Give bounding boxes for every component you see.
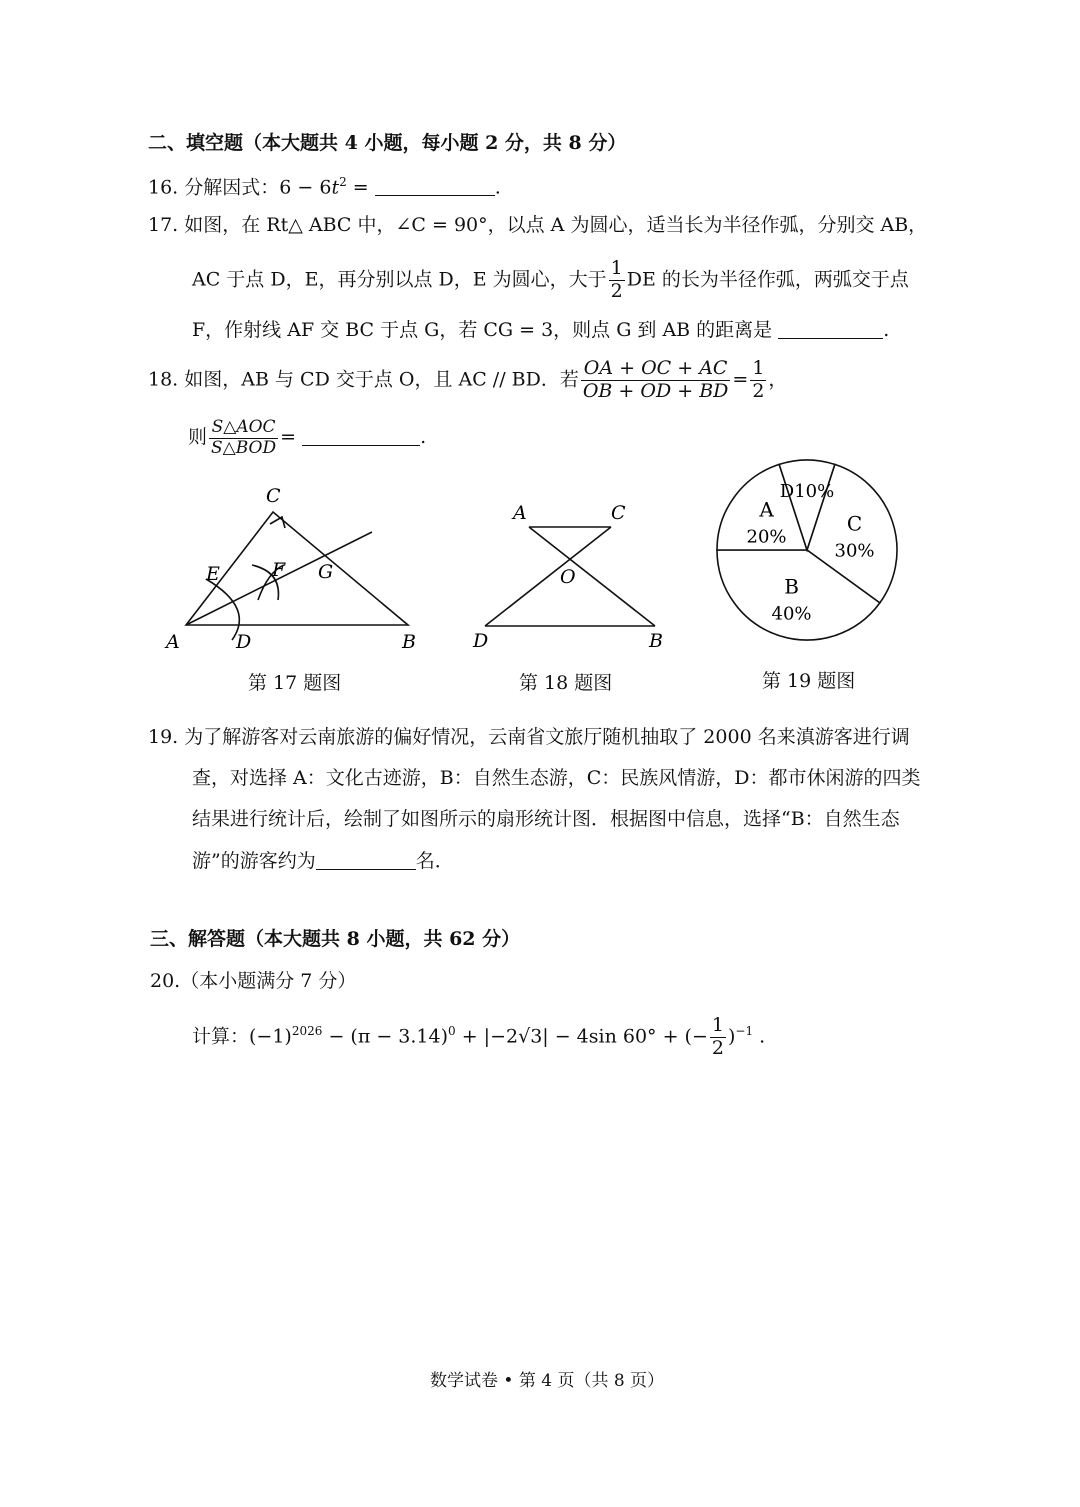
q18-comma: ，: [768, 368, 788, 391]
q18-ratio-fraction: [581, 358, 731, 403]
fig18-label-b: B: [649, 630, 663, 652]
section-3-title: 三、解答题（本大题共 8 小题，共 62 分）: [150, 928, 521, 950]
fig17-arc-a: [206, 579, 239, 640]
page-footer: 数学试卷 • 第 4 页（共 8 页）: [430, 1371, 665, 1391]
q18-rhs-num: 1: [752, 357, 765, 379]
q18-s-den: S△BOD: [211, 437, 277, 458]
q17-answer-blank[interactable]: [778, 320, 883, 339]
fig17-label-b: B: [402, 631, 416, 653]
q18-frac-den: OB + OD + BD: [582, 379, 729, 402]
pie-label-b-name: B: [784, 574, 799, 599]
q18-text: 如图，AB 与 CD 交于点 O，且 AC // BD．若: [184, 368, 579, 391]
section-2-title: 二、填空题（本大题共 4 小题，每小题 2 分，共 8 分）: [148, 132, 627, 154]
question-17-line3: [192, 320, 889, 340]
q16-answer-blank[interactable]: [375, 177, 495, 196]
pie-label-a-value: 20%: [746, 526, 787, 548]
q20-term1-exp: 2026: [291, 1024, 323, 1039]
fig17-label-e: E: [206, 563, 220, 585]
q18-number: 18.: [148, 368, 179, 391]
q17-line2a: AC 于点 D，E，再分别以点 D，E 为圆心，大于: [192, 268, 607, 291]
q17-line2b: DE 的长为半径作弧，两弧交于点: [626, 268, 909, 291]
fig17-label-d: D: [236, 631, 252, 653]
q20-term1: (−1): [249, 1025, 292, 1048]
question-19-line4: [192, 851, 454, 871]
question-16: [148, 176, 501, 197]
q19-line4a: 游”的游客约为: [192, 850, 316, 872]
q17-end: .: [883, 319, 890, 341]
q18-rhs-fraction: [750, 358, 766, 403]
fig17-right-angle-mark: [270, 517, 285, 528]
question-20-header: [150, 972, 356, 991]
q18-then: 则: [188, 426, 208, 449]
q16-end: .: [494, 176, 501, 199]
q18-eq2: =: [280, 426, 297, 449]
q17-fraction: [609, 258, 625, 303]
q16-expr-pre: 6 − 6: [279, 176, 332, 199]
q17-line3: F，作射线 AF 交 BC 于点 G，若 CG = 3，则点 G 到 AB 的距离是: [192, 319, 773, 341]
fig18-label-c: C: [611, 502, 626, 524]
q18-area-fraction: [209, 418, 278, 458]
q18-answer-blank[interactable]: [302, 427, 420, 446]
pie-label-b-value: 40%: [771, 603, 812, 625]
pie-label-c-name: C: [846, 511, 863, 536]
figure-18: [465, 495, 675, 655]
q19-number: 19.: [148, 726, 179, 748]
q20-term4-exp: −1: [735, 1024, 754, 1039]
q16-sup: 2: [339, 175, 347, 189]
q17-line1: 如图，在 Rt△ ABC 中，∠C = 90°，以点 A 为圆心，适当长为半径作弧，分别交 AB，: [184, 214, 928, 236]
question-19-line1: [148, 728, 910, 747]
fig17-label-f: F: [272, 559, 286, 581]
q20-term2-exp: 0: [448, 1024, 456, 1039]
fig18-label-o: O: [560, 566, 576, 588]
q16-var: t: [331, 176, 340, 199]
q20-number: 20.: [150, 970, 181, 992]
q20-end: .: [753, 1025, 766, 1048]
pie-label-d: D10%: [779, 481, 835, 502]
fig17-label-a: A: [166, 631, 180, 653]
q18-rhs-den: 2: [752, 379, 765, 402]
fig17-label-g: G: [318, 561, 334, 583]
question-19-line3: 结果进行统计后，绘制了如图所示的扇形统计图．根据图中信息，选择“B：自然生态: [192, 808, 900, 830]
pie-label-c-value: 30%: [834, 540, 875, 562]
q16-number: 16.: [148, 176, 179, 199]
fig18-label-a: A: [513, 502, 527, 524]
figure-19-pie-chart: [715, 462, 905, 647]
q16-expr-post: =: [346, 176, 369, 199]
fig17-label-c: C: [266, 485, 281, 507]
q20-term3: + |−2√3| − 4sin 60° + (−: [455, 1025, 708, 1048]
question-19-line2: 查，对选择 A：文化古迹游，B：自然生态游，C：民族风情游，D：都市休闲游的四类: [192, 767, 921, 789]
question-17-line1: [148, 216, 927, 235]
q20-term4: ): [727, 1025, 736, 1048]
q18-frac-num: OA + OC + AC: [581, 358, 731, 381]
question-18-line1: [148, 358, 787, 403]
q17-number: 17.: [148, 214, 179, 236]
figure-19-caption: 第 19 题图: [762, 670, 856, 692]
q20-frac-den: 2: [711, 1036, 724, 1059]
pie-label-a-name: A: [759, 497, 774, 522]
figure-17-caption: 第 17 题图: [248, 672, 342, 694]
q19-line1: 为了解游客对云南旅游的偏好情况，云南省文旅厅随机抽取了 2000 名来滇游客进行调: [184, 726, 910, 748]
q18-end: .: [420, 426, 427, 449]
q20-label: 计算：: [192, 1025, 250, 1048]
figure-17: [160, 480, 420, 655]
q19-answer-blank[interactable]: [316, 851, 416, 870]
q17-frac-num: 1: [610, 257, 623, 279]
q17-frac-den: 2: [610, 279, 623, 302]
question-18-line2: [188, 418, 426, 458]
q16-text: 分解因式：: [184, 176, 280, 199]
q20-term2: − (π − 3.14): [322, 1025, 449, 1048]
fig18-label-d: D: [473, 630, 489, 652]
q20-frac-num: 1: [711, 1014, 724, 1036]
figure-18-caption: 第 18 题图: [519, 672, 613, 694]
q20-fraction: [710, 1015, 726, 1060]
question-20-expression: [192, 1015, 765, 1060]
q20-note: （本小题满分 7 分）: [180, 970, 357, 992]
question-17-line2: [192, 258, 909, 303]
q18-s-num: S△AOC: [209, 418, 278, 439]
q18-eq: =: [732, 368, 749, 391]
q19-line4b: 名．: [415, 850, 454, 872]
